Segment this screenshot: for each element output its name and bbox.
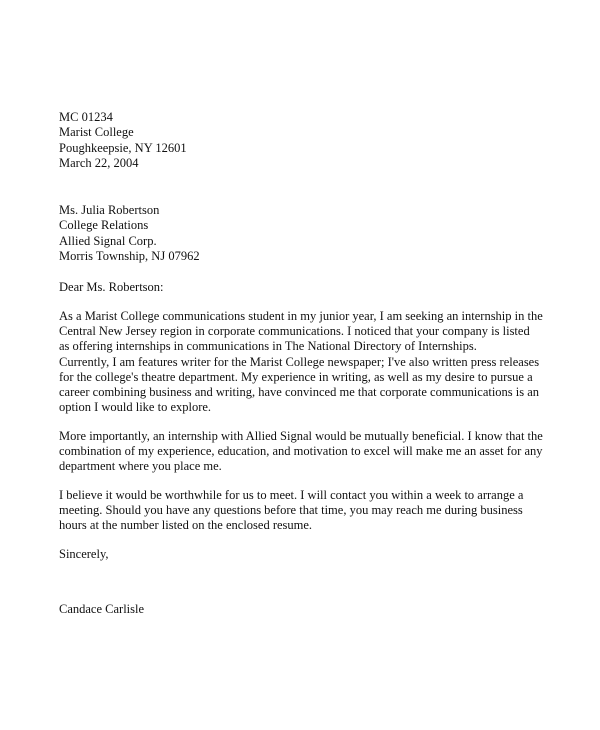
paragraph-intro bbox=[59, 309, 559, 416]
paragraph-line: meeting. Should you have any questions before that time, you may reach me during business bbox=[59, 502, 523, 517]
salutation: Dear Ms. Robertson: bbox=[59, 280, 164, 295]
paragraph-line: hours at the number listed on the enclosed resume. bbox=[59, 518, 313, 533]
recipient-address bbox=[59, 203, 559, 264]
paragraph-line: option I would like to explore. bbox=[59, 400, 212, 415]
sender-address bbox=[59, 110, 559, 171]
recipient-line: College Relations bbox=[59, 218, 149, 233]
closing: Sincerely, bbox=[59, 546, 109, 561]
paragraph-line: as offering internships in communications in The National Directory of Internships. bbox=[59, 339, 477, 354]
sender-line: Marist College bbox=[59, 125, 134, 140]
paragraph-line: I believe it would be worthwhile for us to meet. I will contact you within a week to arrange a bbox=[59, 487, 524, 502]
letter-date: March 22, 2004 bbox=[59, 155, 139, 170]
paragraph-line: As a Marist College communications student in my junior year, I am seeking an internship in the bbox=[59, 308, 543, 323]
cover-letter bbox=[59, 110, 559, 617]
sender-line: MC 01234 bbox=[59, 110, 113, 124]
recipient-line: Morris Township, NJ 07962 bbox=[59, 249, 200, 264]
paragraph-line: Central New Jersey region in corporate communications. I noticed that your company is listed bbox=[59, 323, 530, 338]
recipient-line: Ms. Julia Robertson bbox=[59, 203, 160, 218]
paragraph-line: Currently, I am features writer for the Marist College newspaper; I've also written press releases bbox=[59, 354, 540, 369]
paragraph-line: for the college's theatre department. My experience in writing, as well as my desire to pursue a bbox=[59, 369, 533, 384]
paragraph-line: More importantly, an internship with Allied Signal would be mutually beneficial. I know that the bbox=[59, 428, 543, 443]
sender-line: Poughkeepsie, NY 12601 bbox=[59, 140, 187, 155]
paragraph-benefit bbox=[59, 429, 559, 475]
recipient-line: Allied Signal Corp. bbox=[59, 233, 157, 248]
paragraph-line: career combining business and writing, have convinced me that corporate communications is an bbox=[59, 385, 540, 400]
paragraph-followup bbox=[59, 488, 559, 534]
paragraph-line: department where you place me. bbox=[59, 459, 222, 474]
signature-name: Candace Carlisle bbox=[59, 601, 145, 616]
paragraph-line: combination of my experience, education, and motivation to excel will make me an asset for any bbox=[59, 444, 543, 459]
